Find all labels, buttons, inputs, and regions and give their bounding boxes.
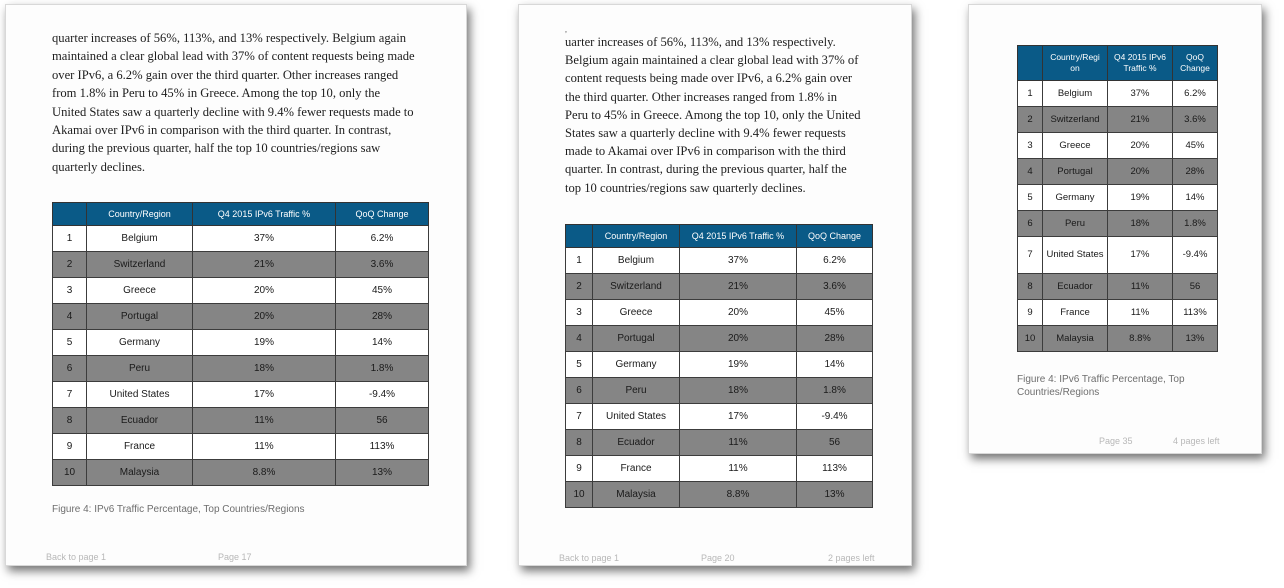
traffic-cell: 11% <box>680 456 797 482</box>
pages-left-indicator: 4 pages left <box>1173 436 1220 446</box>
country-cell: Greece <box>593 300 680 326</box>
change-cell: 13% <box>797 482 873 508</box>
traffic-cell: 8.8% <box>680 482 797 508</box>
rank-cell: 8 <box>566 430 593 456</box>
rank-cell: 3 <box>1018 133 1043 159</box>
back-to-page-link[interactable]: Back to page 1 <box>559 553 620 563</box>
change-cell: 14% <box>797 352 873 378</box>
traffic-cell: 21% <box>1108 107 1173 133</box>
ipv6-traffic-table <box>52 202 429 486</box>
country-cell: Peru <box>593 378 680 404</box>
traffic-cell: 20% <box>193 304 336 330</box>
rank-cell: 5 <box>1018 185 1043 211</box>
rank-cell: 5 <box>53 330 87 356</box>
reader-page-17[interactable] <box>5 4 467 566</box>
header-country: Country/Region <box>87 203 193 226</box>
country-cell: United States <box>87 382 193 408</box>
table-row <box>53 460 429 486</box>
rank-cell: 1 <box>566 248 593 274</box>
change-cell: 28% <box>336 304 429 330</box>
page-number: Page 35 <box>1099 436 1133 446</box>
change-cell: 3.6% <box>797 274 873 300</box>
table-row <box>566 456 873 482</box>
country-cell: Portugal <box>593 326 680 352</box>
change-cell: 14% <box>1173 185 1218 211</box>
rank-cell: 4 <box>53 304 87 330</box>
rank-cell: 5 <box>566 352 593 378</box>
header-country: Country/Region <box>593 225 680 248</box>
rank-cell: 2 <box>1018 107 1043 133</box>
rank-cell: 9 <box>1018 300 1043 326</box>
traffic-cell: 18% <box>1108 211 1173 237</box>
country-cell: Ecuador <box>593 430 680 456</box>
table-header-row <box>566 225 873 248</box>
body-paragraph <box>52 29 422 176</box>
rank-cell: 3 <box>566 300 593 326</box>
change-cell: 113% <box>797 456 873 482</box>
table-row <box>53 330 429 356</box>
traffic-cell: 8.8% <box>1108 326 1173 352</box>
rank-cell: 4 <box>566 326 593 352</box>
change-cell: 3.6% <box>1173 107 1218 133</box>
rank-cell: 1 <box>1018 81 1043 107</box>
table-row <box>53 304 429 330</box>
country-cell: United States <box>593 404 680 430</box>
table-row <box>1018 237 1218 274</box>
change-cell: 14% <box>336 330 429 356</box>
table-row <box>566 482 873 508</box>
change-cell: 56 <box>797 430 873 456</box>
body-line: the third quarter. Other increases ranged from 1.8% in <box>565 89 838 104</box>
body-line: Belgium again maintained a clear global lead with 37% of <box>565 53 859 68</box>
traffic-cell: 11% <box>193 434 336 460</box>
rank-cell: 7 <box>1018 237 1043 274</box>
rank-cell: 6 <box>53 356 87 382</box>
table-row <box>566 378 873 404</box>
traffic-cell: 18% <box>193 356 336 382</box>
rank-cell: 9 <box>566 456 593 482</box>
body-line: content requests being made over IPv6, a 6.2% gain over <box>565 71 853 86</box>
stray-mark: , <box>565 25 567 34</box>
table-row <box>1018 300 1218 326</box>
traffic-cell: 37% <box>1108 81 1173 107</box>
country-cell: France <box>593 456 680 482</box>
traffic-cell: 19% <box>1108 185 1173 211</box>
rank-cell: 7 <box>53 382 87 408</box>
header-change: QoQ Change <box>797 225 873 248</box>
rank-cell: 9 <box>53 434 87 460</box>
change-cell: 3.6% <box>336 252 429 278</box>
change-cell: 45% <box>336 278 429 304</box>
country-cell: Switzerland <box>87 252 193 278</box>
country-cell: Greece <box>1043 133 1108 159</box>
table-row <box>566 352 873 378</box>
change-cell: 1.8% <box>1173 211 1218 237</box>
body-line: quarterly declines. <box>52 159 146 174</box>
table-row <box>53 408 429 434</box>
country-cell: France <box>1043 300 1108 326</box>
table-header-row <box>1018 46 1218 81</box>
traffic-cell: 8.8% <box>193 460 336 486</box>
traffic-cell: 20% <box>1108 159 1173 185</box>
change-cell: 113% <box>1173 300 1218 326</box>
rank-cell: 3 <box>53 278 87 304</box>
country-cell: United States <box>1043 237 1108 274</box>
table-row <box>1018 211 1218 237</box>
rank-cell: 2 <box>53 252 87 278</box>
table-row <box>566 248 873 274</box>
country-cell: Belgium <box>593 248 680 274</box>
country-cell: Malaysia <box>593 482 680 508</box>
traffic-cell: 17% <box>1108 237 1173 274</box>
table-row <box>53 382 429 408</box>
table-row <box>1018 326 1218 352</box>
figure-caption: Figure 4: IPv6 Traffic Percentage, Top Countries/Regions <box>1017 374 1185 398</box>
change-cell: 6.2% <box>797 248 873 274</box>
traffic-cell: 17% <box>193 382 336 408</box>
country-cell: Ecuador <box>1043 274 1108 300</box>
country-cell: Portugal <box>1043 159 1108 185</box>
body-line: maintained a clear global lead with 37% of content requests being made <box>52 49 415 64</box>
header-traffic: Q4 2015 IPv6 Traffic % <box>1108 46 1173 81</box>
table-row <box>53 252 429 278</box>
body-line: over IPv6, a 6.2% gain over the third quarter. Other increases ranged <box>52 67 399 82</box>
change-cell: 56 <box>1173 274 1218 300</box>
body-line: during the previous quarter, half the top 10 countries/regions saw <box>52 141 381 156</box>
traffic-cell: 19% <box>680 352 797 378</box>
table-row <box>53 356 429 382</box>
country-cell: Greece <box>87 278 193 304</box>
rank-cell: 4 <box>1018 159 1043 185</box>
rank-cell: 6 <box>566 378 593 404</box>
body-line: quarter. In contrast, during the previous quarter, half the <box>565 162 847 177</box>
table-row <box>566 326 873 352</box>
table-row <box>1018 107 1218 133</box>
rank-cell: 7 <box>566 404 593 430</box>
body-line: quarter increases of 56%, 113%, and 13% respectively. Belgium again <box>52 31 407 45</box>
table-row <box>566 300 873 326</box>
traffic-cell: 11% <box>1108 300 1173 326</box>
country-cell: Portugal <box>87 304 193 330</box>
header-change: QoQ Change <box>336 203 429 226</box>
table-row <box>53 278 429 304</box>
pages-left-indicator: 2 pages left <box>828 553 875 563</box>
rank-cell: 8 <box>1018 274 1043 300</box>
body-line: made to Akamai over IPv6 in comparison with the third <box>565 144 846 159</box>
rank-cell: 10 <box>566 482 593 508</box>
traffic-cell: 21% <box>680 274 797 300</box>
table-row <box>566 274 873 300</box>
rank-cell: 10 <box>1018 326 1043 352</box>
header-country: Country/Regi on <box>1043 46 1108 81</box>
body-line: United States saw a quarterly decline with 9.4% fewer requests made to <box>52 104 414 119</box>
change-cell: 1.8% <box>797 378 873 404</box>
rank-cell: 10 <box>53 460 87 486</box>
country-cell: Germany <box>87 330 193 356</box>
page-number: Page 20 <box>701 553 735 563</box>
body-line: States saw a quarterly decline with 9.4% fewer requests <box>565 126 846 141</box>
header-change: QoQ Change <box>1173 46 1218 81</box>
table-header-row <box>53 203 429 226</box>
traffic-cell: 17% <box>680 404 797 430</box>
rank-cell: 1 <box>53 226 87 252</box>
body-line: Akamai over IPv6 in comparison with the third quarter. In contrast, <box>52 123 392 138</box>
table-row <box>53 434 429 460</box>
change-cell: 13% <box>336 460 429 486</box>
traffic-cell: 20% <box>193 278 336 304</box>
change-cell: 1.8% <box>336 356 429 382</box>
header-traffic: Q4 2015 IPv6 Traffic % <box>193 203 336 226</box>
ipv6-traffic-table <box>1017 45 1218 352</box>
body-line: Peru to 45% in Greece. Among the top 10, only the United <box>565 107 861 122</box>
traffic-cell: 11% <box>193 408 336 434</box>
table-row <box>566 430 873 456</box>
body-paragraph <box>565 33 875 197</box>
country-cell: Germany <box>593 352 680 378</box>
change-cell: 28% <box>1173 159 1218 185</box>
traffic-cell: 11% <box>680 430 797 456</box>
change-cell: 6.2% <box>336 226 429 252</box>
table-row <box>1018 81 1218 107</box>
country-cell: Switzerland <box>593 274 680 300</box>
country-cell: France <box>87 434 193 460</box>
change-cell: -9.4% <box>1173 237 1218 274</box>
change-cell: 13% <box>1173 326 1218 352</box>
country-cell: Germany <box>1043 185 1108 211</box>
country-cell: Malaysia <box>87 460 193 486</box>
change-cell: 45% <box>797 300 873 326</box>
country-cell: Ecuador <box>87 408 193 434</box>
header-traffic: Q4 2015 IPv6 Traffic % <box>680 225 797 248</box>
change-cell: -9.4% <box>336 382 429 408</box>
table-row <box>1018 274 1218 300</box>
header-rank <box>53 203 87 226</box>
country-cell: Peru <box>87 356 193 382</box>
header-rank <box>1018 46 1043 81</box>
body-line: uarter increases of 56%, 113%, and 13% respectively. <box>565 35 836 49</box>
country-cell: Belgium <box>1043 81 1108 107</box>
country-cell: Switzerland <box>1043 107 1108 133</box>
traffic-cell: 20% <box>1108 133 1173 159</box>
traffic-cell: 20% <box>680 326 797 352</box>
change-cell: -9.4% <box>797 404 873 430</box>
country-cell: Belgium <box>87 226 193 252</box>
back-to-page-link[interactable]: Back to page 1 <box>46 552 107 562</box>
change-cell: 28% <box>797 326 873 352</box>
traffic-cell: 11% <box>1108 274 1173 300</box>
table-row <box>1018 185 1218 211</box>
change-cell: 113% <box>336 434 429 460</box>
change-cell: 6.2% <box>1173 81 1218 107</box>
rank-cell: 2 <box>566 274 593 300</box>
body-line: top 10 countries/regions saw quarterly declines. <box>565 180 806 195</box>
country-cell: Malaysia <box>1043 326 1108 352</box>
change-cell: 56 <box>336 408 429 434</box>
table-row <box>53 226 429 252</box>
change-cell: 45% <box>1173 133 1218 159</box>
country-cell: Peru <box>1043 211 1108 237</box>
traffic-cell: 20% <box>680 300 797 326</box>
table-row <box>1018 159 1218 185</box>
traffic-cell: 21% <box>193 252 336 278</box>
traffic-cell: 19% <box>193 330 336 356</box>
page-number: Page 17 <box>218 552 252 562</box>
table-row <box>1018 133 1218 159</box>
ipv6-traffic-table <box>565 224 873 508</box>
traffic-cell: 18% <box>680 378 797 404</box>
figure-caption: Figure 4: IPv6 Traffic Percentage, Top Countries/Regions <box>52 504 305 515</box>
header-rank <box>566 225 593 248</box>
reader-page-35[interactable] <box>968 4 1262 454</box>
table-row <box>566 404 873 430</box>
traffic-cell: 37% <box>680 248 797 274</box>
rank-cell: 8 <box>53 408 87 434</box>
reader-page-20[interactable] <box>518 4 912 566</box>
traffic-cell: 37% <box>193 226 336 252</box>
rank-cell: 6 <box>1018 211 1043 237</box>
body-line: from 1.8% in Peru to 45% in Greece. Among the top 10, only the <box>52 86 381 101</box>
